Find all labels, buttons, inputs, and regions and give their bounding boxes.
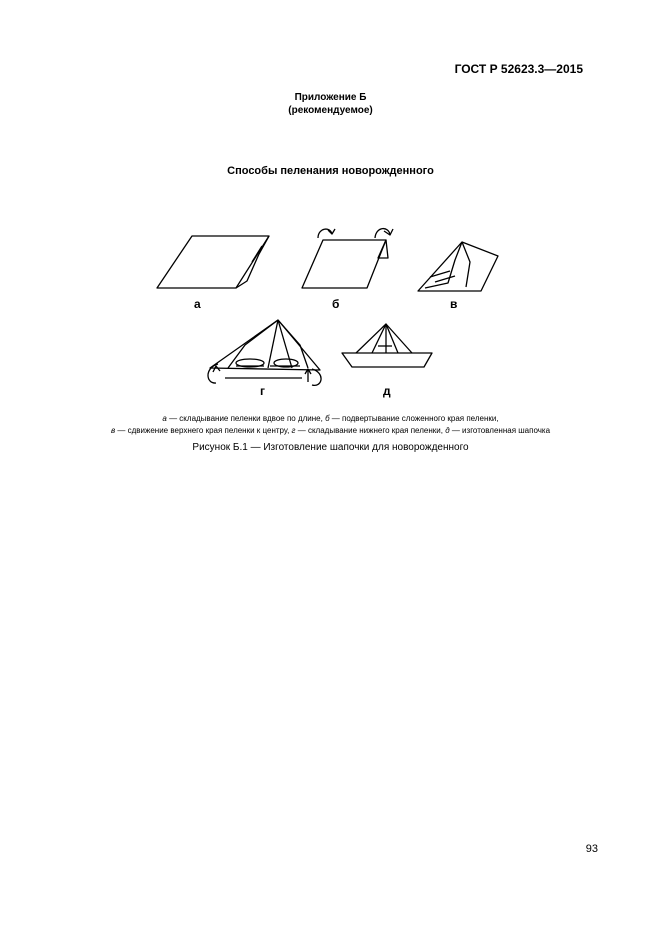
figure-label-d: д bbox=[383, 384, 391, 398]
figure-legend-line-2 bbox=[0, 424, 661, 437]
figure-label-a: а bbox=[194, 297, 201, 311]
step-v-drawing bbox=[418, 242, 498, 291]
step-g-drawing bbox=[208, 320, 321, 385]
step-b-drawing bbox=[302, 229, 393, 288]
legend-text: — сдвижение верхнего края пеленки к центру, bbox=[115, 426, 292, 435]
legend-text: — складывание пеленки вдвое по длине, bbox=[166, 414, 326, 423]
figure-label-v: в bbox=[450, 297, 458, 311]
legend-letter: б bbox=[325, 414, 330, 423]
annex-title: Приложение Б bbox=[294, 92, 367, 103]
legend-text: — изготовленная шапочка bbox=[449, 426, 551, 435]
page-number: 93 bbox=[585, 843, 598, 855]
annex-subtitle: (рекомендуемое) bbox=[288, 105, 373, 116]
step-a-drawing bbox=[157, 236, 269, 288]
legend-letter: а bbox=[162, 414, 167, 423]
figure-title: Рисунок Б.1 — Изготовление шапочки для новорожденного bbox=[192, 442, 469, 453]
figure-label-g: г bbox=[260, 384, 265, 398]
standard-id: ГОСТ Р 52623.3—2015 bbox=[454, 62, 583, 76]
legend-letter: д bbox=[445, 426, 450, 435]
legend-text: — подвертывание сложенного края пеленки, bbox=[329, 414, 499, 423]
legend-letter: в bbox=[110, 426, 116, 435]
section-title: Способы пеленания новорожденного bbox=[227, 165, 434, 177]
legend-letter: г bbox=[291, 426, 296, 435]
figure-label-b: б bbox=[332, 297, 340, 311]
legend-text: — складывание нижнего края пеленки, bbox=[295, 426, 446, 435]
step-d-drawing bbox=[342, 324, 432, 367]
